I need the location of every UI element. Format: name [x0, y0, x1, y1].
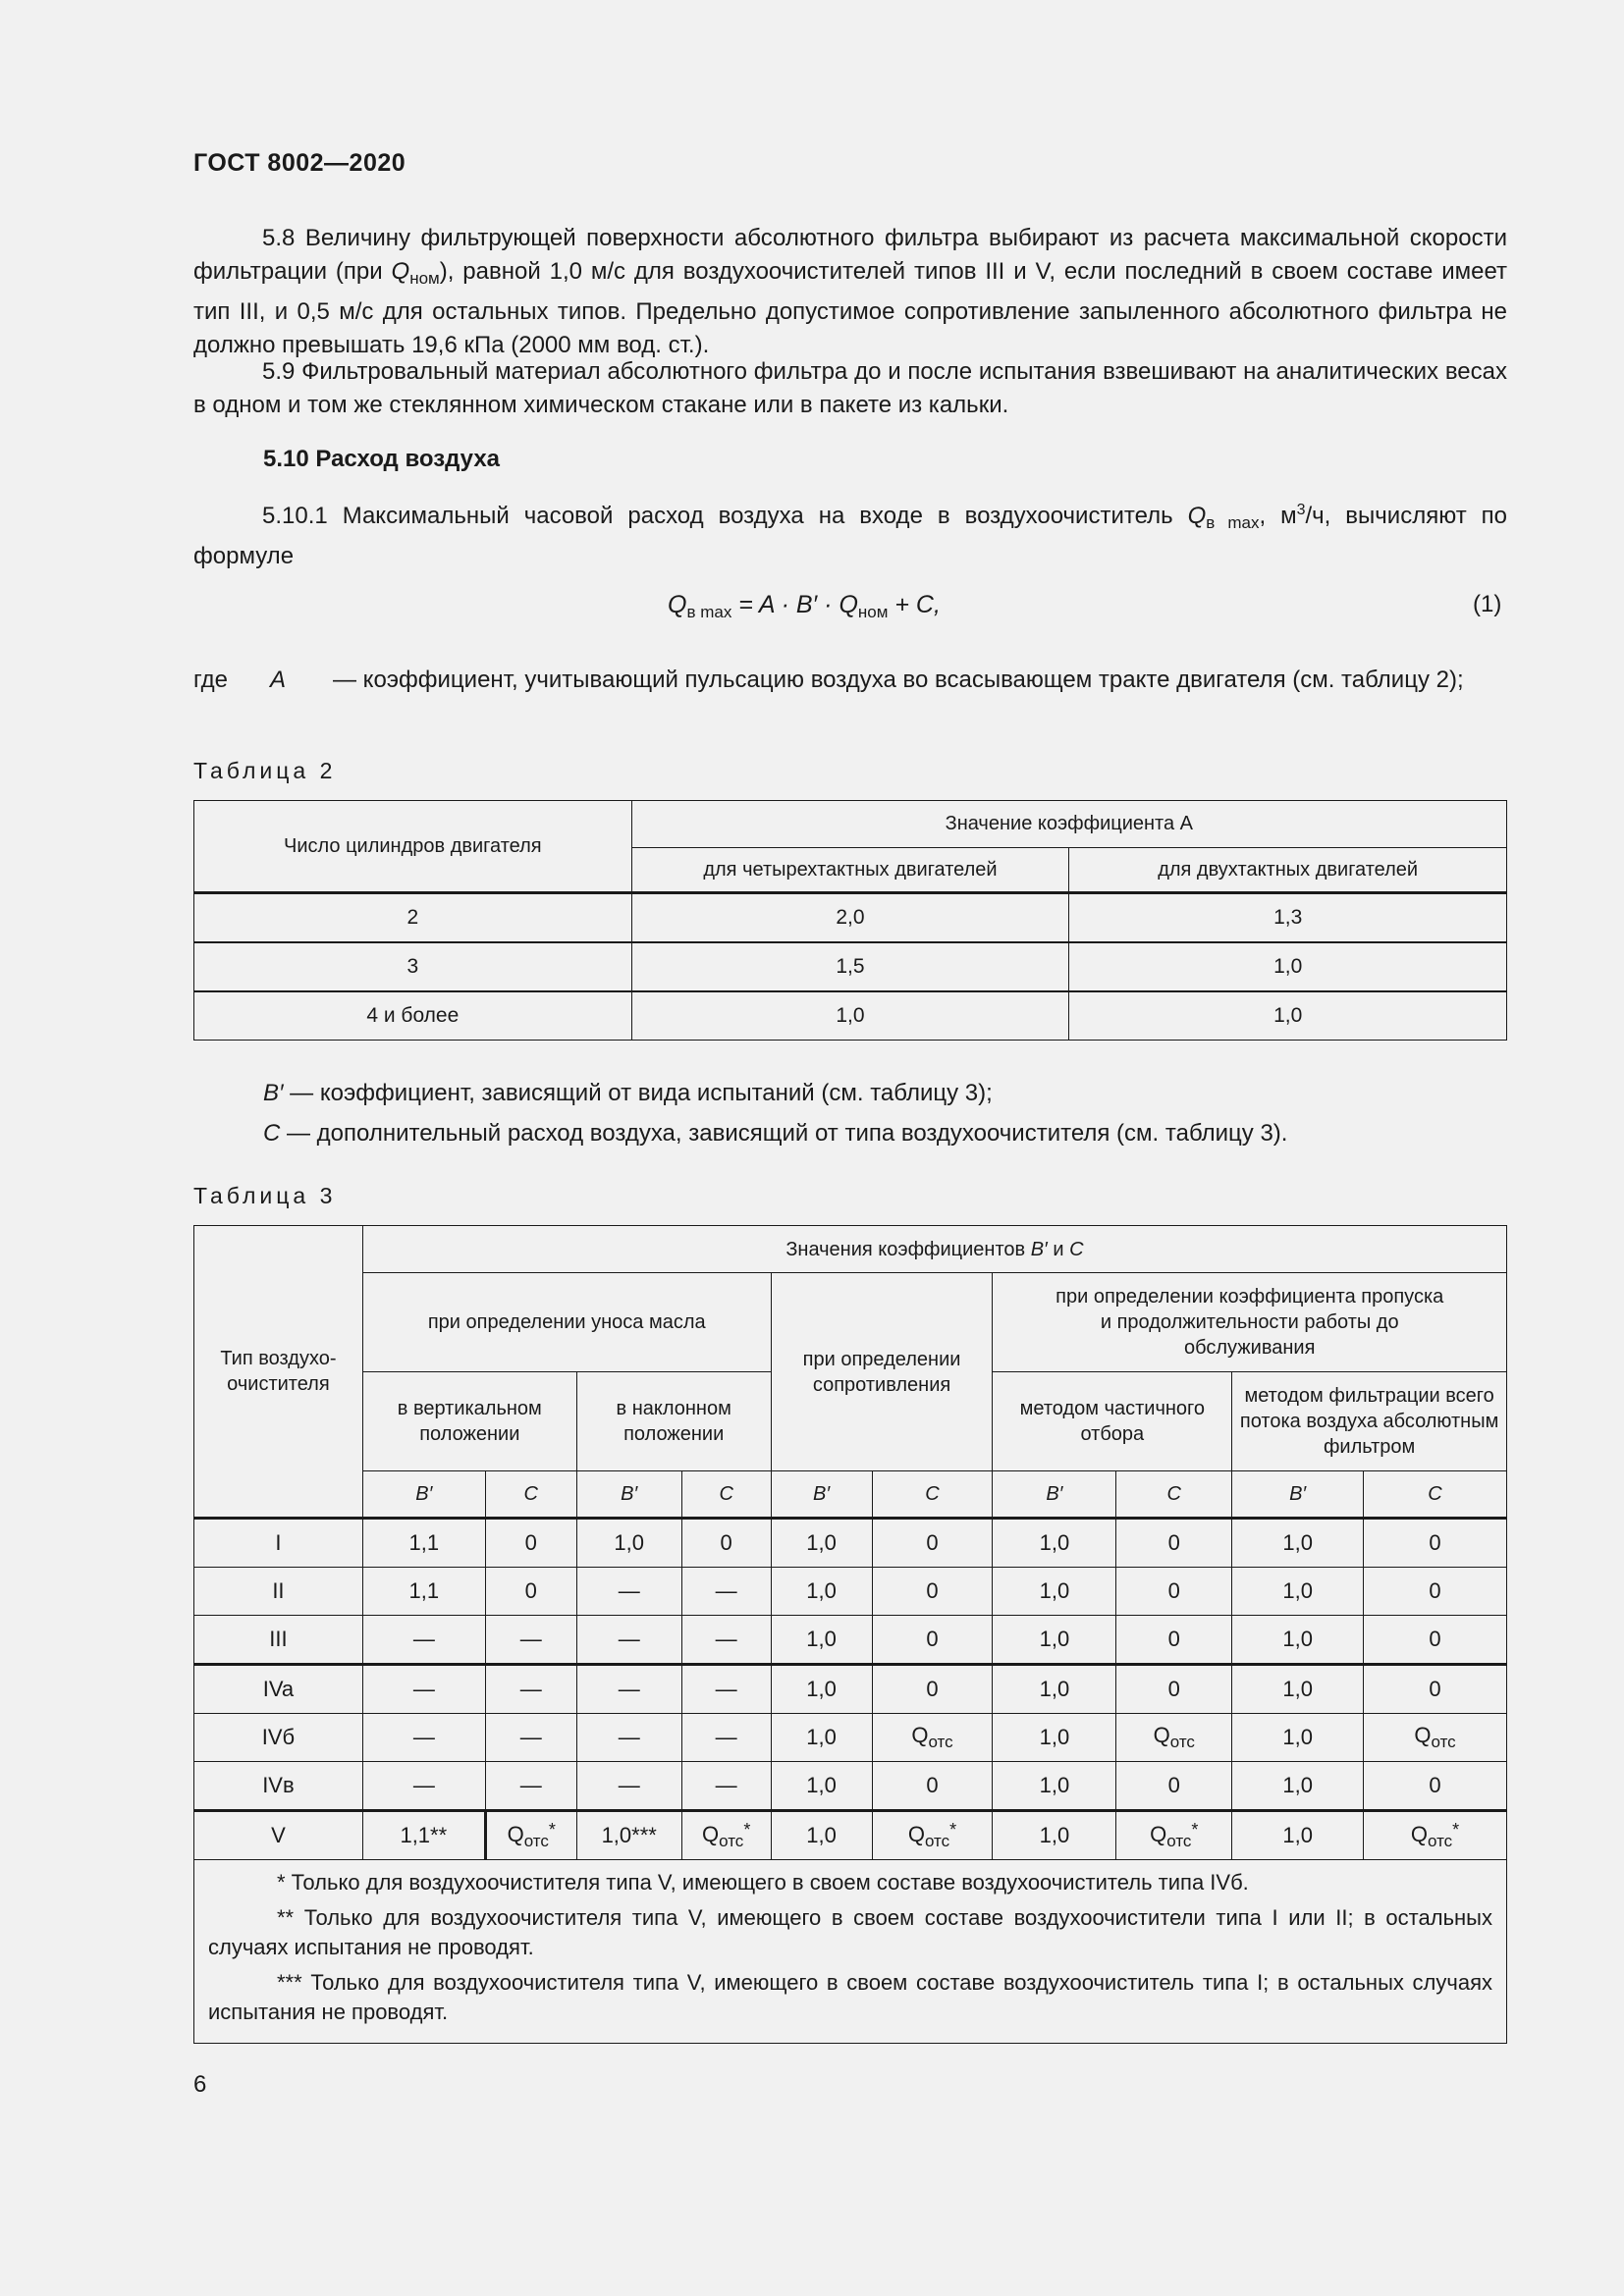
cell: 1,0: [1232, 1665, 1364, 1714]
cell: 1,1: [362, 1519, 485, 1568]
cell: —: [681, 1568, 771, 1616]
table2-group-header: Значение коэффициента А: [631, 801, 1506, 848]
cell: —: [576, 1762, 681, 1811]
cell: —: [576, 1616, 681, 1665]
row-type: IVб: [194, 1714, 363, 1762]
cell: 1,0: [993, 1616, 1116, 1665]
footnote: ** Только для воздухоочистителя типа V, имеющего в своем составе воздухоочистители типа I или II; в остальных случаях испытания не проводят.: [208, 1905, 1492, 1959]
paragraph-5-9: 5.9 Фильтровальный материал абсолютного фильтра до и после испытания взвешивают на аналитических весах в одном и том же стеклянном химическом стакане или в пакете из кальки.: [193, 358, 1507, 418]
cell: —: [681, 1762, 771, 1811]
formula-number: (1): [1473, 591, 1502, 617]
row-type: III: [194, 1616, 363, 1665]
cell: 1,0: [1232, 1616, 1364, 1665]
table3-inclined: в наклонном положении: [576, 1372, 771, 1471]
table3-partial-sampling: методом частичного отбора: [993, 1372, 1232, 1471]
coef-b-header: B′: [1232, 1471, 1364, 1519]
cell: 0: [485, 1568, 576, 1616]
table-3: [193, 1225, 1507, 2044]
cell: —: [485, 1714, 576, 1762]
formula: $Q_{в max} = A \cdot B' \cdot Q_{ном} + C$,: [668, 591, 941, 621]
cell: $Q_{отс}^*$: [681, 1811, 771, 1860]
where-text: — коэффициент, учитывающий пульсацию воздуха во всасывающем тракте двигателя (см. таблицу 2);: [333, 667, 1464, 693]
cell: —: [576, 1714, 681, 1762]
table3-col-type: Тип воздухоочистителя: [194, 1226, 363, 1519]
cell: $Q_{отс}$: [1116, 1714, 1232, 1762]
table-row: [194, 1568, 1507, 1616]
row-type: I: [194, 1519, 363, 1568]
coef-b-header: B′: [771, 1471, 872, 1519]
table3-pass-coefficient: при определении коэффициента пропуска и продолжительности работы до обслуживания: [993, 1273, 1507, 1372]
coef-b-header: B′: [576, 1471, 681, 1519]
table2-col-cylinders: Число цилиндров двигателя: [194, 801, 632, 893]
cell: —: [485, 1665, 576, 1714]
legend-c: C — дополнительный расход воздуха, зависящий от типа воздухоочистителя (см. таблицу 3).: [263, 1120, 1288, 1147]
cell: 1,1: [362, 1568, 485, 1616]
cell: —: [362, 1665, 485, 1714]
table-row: [194, 1811, 1507, 1860]
table3-caption: Таблица 3: [193, 1183, 337, 1208]
cell: 0: [1116, 1616, 1232, 1665]
cell: —: [576, 1568, 681, 1616]
cell: 0: [1116, 1519, 1232, 1568]
coef-b-header: B′: [362, 1471, 485, 1519]
table-row: [194, 1714, 1507, 1762]
cell: —: [681, 1714, 771, 1762]
cell: —: [362, 1714, 485, 1762]
cell: 0: [1364, 1762, 1507, 1811]
cell: 0: [872, 1665, 993, 1714]
cell: 0: [872, 1568, 993, 1616]
cell: 1,0: [771, 1665, 872, 1714]
coef-c-header: C: [1364, 1471, 1507, 1519]
cell: $Q_{отс}$: [872, 1714, 993, 1762]
cell: —: [362, 1616, 485, 1665]
document-header: ГОСТ 8002—2020: [193, 149, 406, 177]
section-title: 5.10 Расход воздуха: [263, 446, 501, 472]
cell: 1,0: [771, 1762, 872, 1811]
cell: —: [681, 1616, 771, 1665]
cell: 1,0: [1232, 1519, 1364, 1568]
cell: 1,0: [771, 1714, 872, 1762]
cell: —: [485, 1616, 576, 1665]
table-row: [194, 1519, 1507, 1568]
table3-vertical: в вертикальном положении: [362, 1372, 576, 1471]
cell: $Q_{отс}^*$: [485, 1811, 576, 1860]
cell: $Q_{отс}^*$: [1116, 1811, 1232, 1860]
where-word: где: [193, 667, 229, 693]
cell: 1,0: [993, 1519, 1116, 1568]
table2-caption: Таблица 2: [193, 758, 337, 783]
table-2: [193, 800, 1507, 1041]
table3-full-flow-filtration: методом фильтрации всего потока воздуха абсолютным фильтром: [1232, 1372, 1507, 1471]
table-row: [194, 1665, 1507, 1714]
cell: 0: [1364, 1519, 1507, 1568]
cell: $Q_{отс}$: [1364, 1714, 1507, 1762]
cell: 1,0: [1232, 1762, 1364, 1811]
paragraph-5-8: 5.8 Величину фильтрующей поверхности абсолютного фильтра выбирают из расчета максимальной скорости фильтрации (при $Q_{ном}$), равной 1,0 м/с для воздухоочистителей типов III и V, если последний в своем составе имеет тип III, и 0,5 м/с для остальных типов. Предельно допустимое сопротивление запыленного абсолютного фильтра не должно превышать 19,6 кПа (2000 мм вод. ст.).: [193, 225, 1508, 358]
cell: 1,0: [576, 1519, 681, 1568]
cell: 0: [1364, 1568, 1507, 1616]
cell: 0: [681, 1519, 771, 1568]
cell: 0: [1364, 1616, 1507, 1665]
cell: —: [362, 1762, 485, 1811]
paragraph-5-10-1: 5.10.1 Максимальный часовой расход воздуха на входе в воздухоочиститель $Q_{в max}$, $м^3/ч$, вычисляют по формуле: [193, 502, 1507, 569]
cell: 1,0: [993, 1762, 1116, 1811]
table-row: [194, 1762, 1507, 1811]
table2-col-four-stroke: для четырехтактных двигателей: [631, 848, 1069, 893]
cell: 0: [872, 1762, 993, 1811]
cell: 1,0: [993, 1714, 1116, 1762]
cell: 0: [1364, 1665, 1507, 1714]
table3-resistance: при определении сопротивления: [771, 1273, 993, 1471]
table-row: 3 1,5 1,0: [194, 942, 1507, 991]
coef-b-header: B′: [993, 1471, 1116, 1519]
cell: 1,0: [771, 1811, 872, 1860]
cell: 1,0: [993, 1811, 1116, 1860]
table3-footnotes: [194, 1860, 1507, 2044]
cell: —: [576, 1665, 681, 1714]
cell: 0: [1116, 1762, 1232, 1811]
footnote: * Только для воздухоочистителя типа V, имеющего в своем составе воздухоочиститель типа IVб.: [277, 1870, 1249, 1895]
where-symbol: A: [270, 667, 287, 693]
cell: $Q_{отс}^*$: [1364, 1811, 1507, 1860]
coef-c-header: C: [485, 1471, 576, 1519]
cell: 1,0: [1232, 1568, 1364, 1616]
table3-oil-carryover: при определении уноса масла: [362, 1273, 771, 1372]
row-type: V: [194, 1811, 363, 1860]
table-row: 2 2,0 1,3: [194, 893, 1507, 942]
coef-c-header: C: [1116, 1471, 1232, 1519]
cell: 1,0: [771, 1519, 872, 1568]
cell: —: [485, 1762, 576, 1811]
cell: 1,0: [993, 1665, 1116, 1714]
coef-c-header: C: [872, 1471, 993, 1519]
coef-c-header: C: [681, 1471, 771, 1519]
legend-b: B′ — коэффициент, зависящий от вида испытаний (см. таблицу 3);: [263, 1080, 993, 1106]
row-type: IVв: [194, 1762, 363, 1811]
cell: 1,0: [771, 1568, 872, 1616]
cell: 1,0: [1232, 1714, 1364, 1762]
table-row: [194, 1616, 1507, 1665]
cell: 1,0***: [576, 1811, 681, 1860]
cell: $Q_{отс}^*$: [872, 1811, 993, 1860]
cell: 1,0: [1232, 1811, 1364, 1860]
cell: 0: [1116, 1665, 1232, 1714]
row-type: II: [194, 1568, 363, 1616]
table3-coefficient-header-row: [194, 1471, 1507, 1519]
table3-group-title: Значения коэффициентов B′ и C: [362, 1226, 1506, 1273]
cell: 0: [485, 1519, 576, 1568]
cell: —: [681, 1665, 771, 1714]
table-row: 4 и более 1,0 1,0: [194, 991, 1507, 1041]
cell: 1,0: [993, 1568, 1116, 1616]
table2-col-two-stroke: для двухтактных двигателей: [1069, 848, 1507, 893]
row-type: IVa: [194, 1665, 363, 1714]
cell: 0: [1116, 1568, 1232, 1616]
cell: 0: [872, 1616, 993, 1665]
page-number: 6: [193, 2071, 207, 2098]
footnote: *** Только для воздухоочистителя типа V, имеющего в своем составе воздухоочиститель типа I; в остальных случаях испытания не проводят.: [208, 1970, 1492, 2024]
cell: 0: [872, 1519, 993, 1568]
cell: 1,1**: [362, 1811, 485, 1860]
cell: 1,0: [771, 1616, 872, 1665]
